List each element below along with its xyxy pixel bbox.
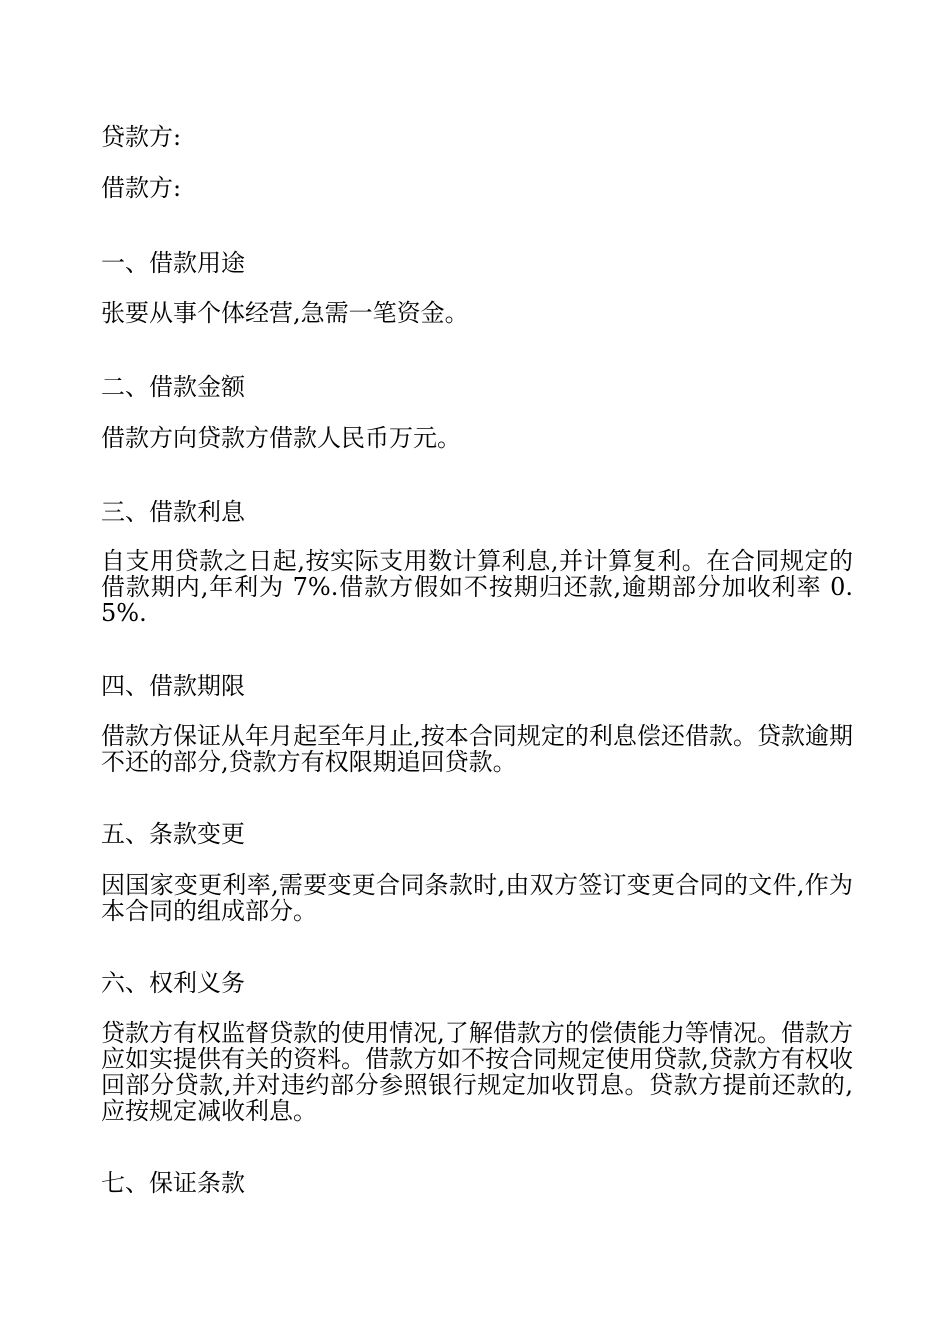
section-heading-interest: 三、借款利息 [101,498,245,526]
section-body-changes: 因国家变更利率,需要变更合同条款时,由双方签订变更合同的文件,作为本合同的组成部分。 [101,871,853,925]
section-body-term: 借款方保证从年月起至年月止,按本合同规定的利息偿还借款。贷款逾期不还的部分,贷款方有权限期追回贷款。 [101,722,853,776]
section-heading-term: 四、借款期限 [101,672,245,700]
section-body-rights: 贷款方有权监督贷款的使用情况,了解借款方的偿债能力等情况。借款方应如实提供有关的资料。借款方如不按合同规定使用贷款,贷款方有权收回部分贷款,并对违约部分参照银行规定加收罚息。贷款方提前还款的,应按规定减收利息。 [101,1019,853,1125]
borrower-label: 借款方: [101,174,182,202]
section-heading-rights: 六、权利义务 [101,969,245,997]
section-heading-amount: 二、借款金额 [101,373,245,401]
section-heading-changes: 五、条款变更 [101,820,245,848]
section-body-interest: 自支用贷款之日起,按实际支用数计算利息,并计算复利。在合同规定的借款期内,年利为 7%.借款方假如不按期归还款,逾期部分加收利率 0.5%. [101,547,853,627]
section-body-purpose: 张要从事个体经营,急需一笔资金。 [101,299,469,327]
section-heading-purpose: 一、借款用途 [101,249,245,277]
lender-label: 贷款方: [101,123,182,151]
section-body-amount: 借款方向贷款方借款人民币万元。 [101,424,461,452]
section-heading-guarantee: 七、保证条款 [101,1169,245,1197]
